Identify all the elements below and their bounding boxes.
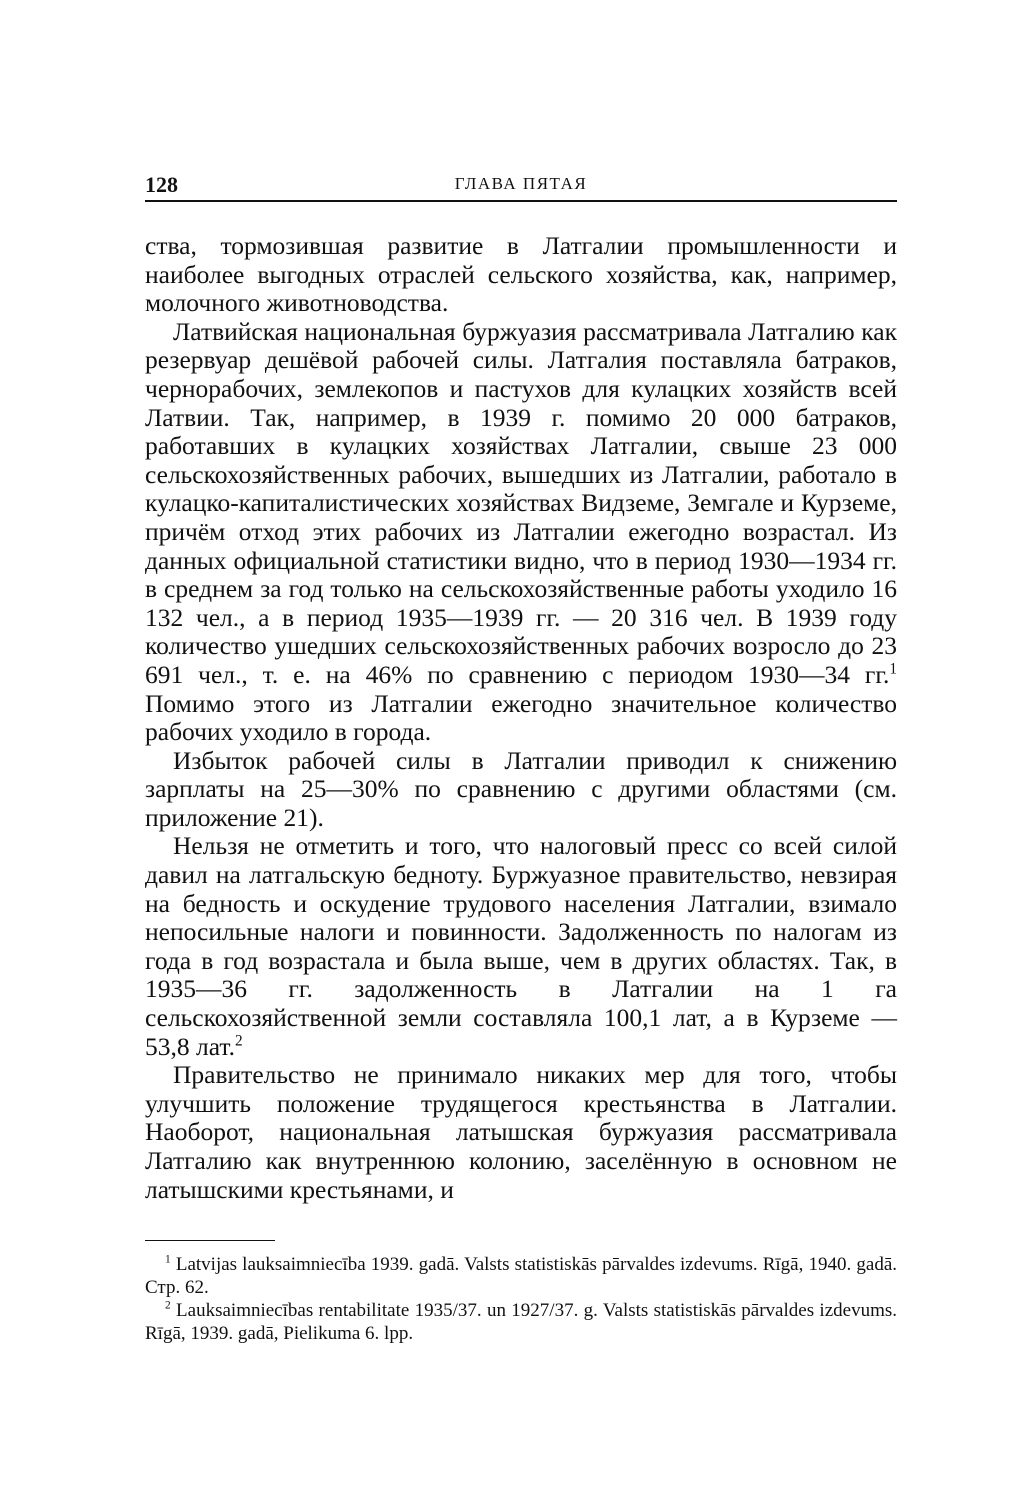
- running-head: [145, 168, 897, 202]
- paragraph-continued: ства, тормозившая развитие в Латгалии промышленности и наиболее выгодных отраслей сельского хозяйства, как, например, молочного животноводства.: [145, 231, 897, 318]
- book-page: [145, 168, 897, 1345]
- paragraph: Избыток рабочей силы в Латгалии приводил к снижению зарплаты на 25—30% по сравнению с другими областями (см. приложение 21).: [145, 745, 897, 832]
- footnote-mark: 2: [165, 1299, 171, 1312]
- chapter-title: ГЛАВА ПЯТАЯ: [454, 174, 588, 193]
- footnotes: [145, 1253, 897, 1345]
- page-number: 128: [145, 172, 178, 197]
- footnote-ref-2: 2: [235, 1032, 243, 1050]
- body-text: [145, 232, 897, 1204]
- footnote-ref-1: 1: [889, 660, 897, 678]
- footnote: $^2$ Lauksaimniecības rentabilitate 1935/37. un 1927/37. g. Valsts statistiskās pārvaldes izdevums. Rīgā, 1939. gadā, Pielikuma 6. lpp.: [145, 1299, 897, 1345]
- paragraph: Латвийская национальная буржуазия рассматривала Латгалию как резервуар дешёвой рабочей силы. Латгалия поставляла батраков, чернорабочих, землекопов и пастухов для кулацких хозяйств всей Латвии. Так, например, в 1939 г. помимо 20 000 батраков, работавших в кулацких хозяйствах Латгалии, свыше 23 000 сельскохозяйственных рабочих, вышедших из Латгалии, работало в кулацко-капиталистических хозяйствах Видземе, Земгале и Курземе, причём отход этих рабочих из Латгалии ежегодно возрастал. Из данных официальной статистики видно, что в период 1930—1934 гг. в среднем за год только на сельскохозяйственные работы уходило 16 132 чел., а в период 1935—1939 гг. — 20 316 чел. В 1939 году количество ушедших сельскохозяйственных рабочих возросло до 23 691 чел., т. е. на 46% по сравнению с периодом 1930—34 гг.$^1$ Помимо этого из Латгалии ежегодно значительное количество рабочих уходило в города.: [145, 316, 897, 747]
- paragraph: Нельзя не отметить и того, что налоговый пресс со всей силой давил на латгальскую бедноту. Буржуазное правительство, невзирая на бедность и оскудение трудового населения Латгалии, взимало непосильные налоги и повинности. Задолженность по налогам из года в год возрастала и была выше, чем в других областях. Так, в 1935—36 гг. задолженность в Латгалии на 1 га сельскохозяйственной земли составляла 100,1 лат, а в Курземе — 53,8 лат.$^2$: [145, 831, 897, 1061]
- paragraph: Правительство не принимало никаких мер для того, чтобы улучшить положение трудящегося крестьянства в Латгалии. Наоборот, национальная латышская буржуазия рассматривала Латгалию как внутреннюю колонию, заселённую в основном не латышскими крестьянами, и: [145, 1060, 897, 1204]
- footnote: $^1$ Latvijas lauksaimniecība 1939. gadā. Valsts statistiskās pārvaldes izdevums. Rīgā, 1940. gadā. Стр. 62.: [145, 1253, 897, 1299]
- footnote-divider: [145, 1240, 275, 1241]
- footnote-mark: 1: [165, 1253, 171, 1266]
